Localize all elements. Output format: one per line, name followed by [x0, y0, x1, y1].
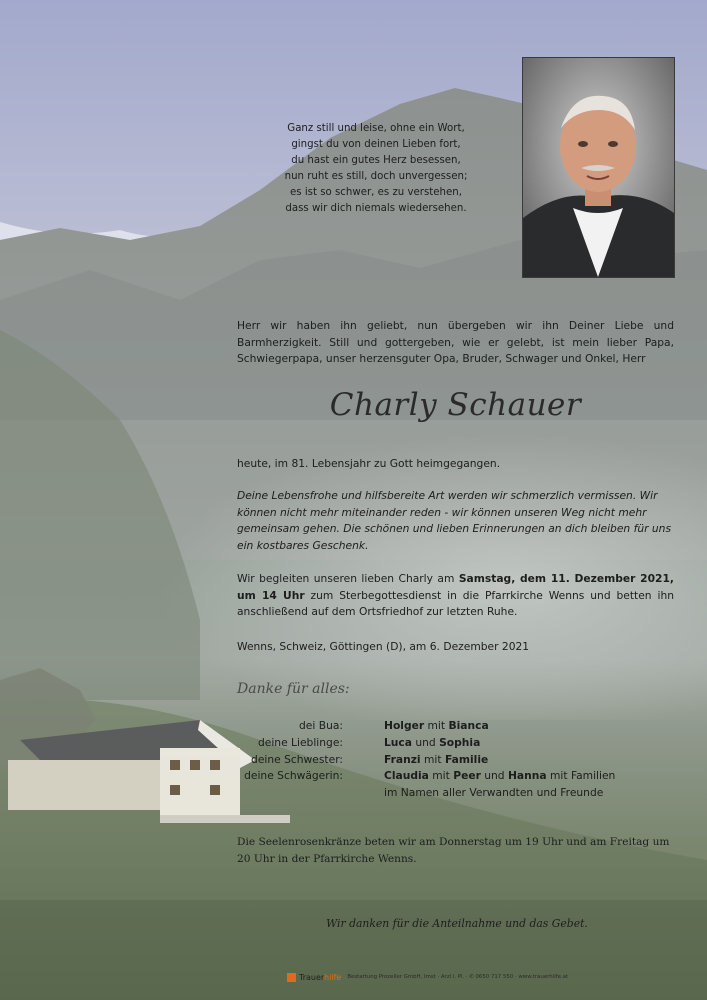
- poem-line: dass wir dich niemals wiedersehen.: [285, 203, 467, 214]
- poem-line: du hast ein gutes Herz besessen,: [291, 155, 461, 166]
- deceased-name: Charly Schauer: [329, 387, 582, 423]
- funeral-details: Wir begleiten unseren lieben Charly am Samstag, dem 11. Dezember 2021, um 14 Uhr zum Sterbegottesdienst in die Pfarrkirche Wenns und betten ihn anschließend auf dem Ortsfriedhof zur letzten Ruhe.: [237, 572, 674, 618]
- footer: [287, 970, 568, 984]
- trauerhilfe-logo-icon: [287, 973, 296, 982]
- mourner-relation: deine Schwester:: [251, 753, 343, 766]
- funeral-time: um 14 Uhr: [237, 588, 305, 602]
- mourner-names: Franzi mit Familie: [384, 753, 489, 766]
- closing-thanks: Wir danken für die Anteilnahme und das Gebet.: [326, 917, 588, 930]
- mourner-relation: deine Lieblinge:: [257, 736, 343, 749]
- thanks-heading: Danke für alles:: [237, 681, 350, 697]
- poem-line: nun ruht es still, doch unvergessen;: [284, 171, 468, 182]
- poem-line: gingst du von deinen Lieben fort,: [291, 139, 461, 150]
- mourner-names: Luca und Sophia: [384, 736, 481, 749]
- poem: [254, 121, 498, 217]
- mourner-names: Claudia mit Peer und Hanna mit Familien: [384, 769, 616, 782]
- poem-line: Ganz still und leise, ohne ein Wort,: [287, 123, 465, 134]
- footer-brand: Trauerhilfe: [299, 972, 342, 982]
- mourner-relation: dei Bua:: [299, 719, 343, 732]
- funeral-date: Samstag, dem 11. Dezember 2021,: [458, 572, 674, 585]
- mourners-extra: im Namen aller Verwandten und Freunde: [384, 786, 604, 799]
- lower-vignette: [0, 900, 707, 1000]
- portrait-illustration: [523, 58, 674, 277]
- remembrance-quote: Deine Lebensfrohe und hilfsbereite Art werden wir schmerzlich vermissen. Wir können nicht mehr miteinander reden - wir können unseren Weg nicht mehr gemeinsam gehen. Die schönen und lieben Erinnerungen an dich bleiben für uns ein kostbares Geschenk.: [237, 489, 672, 552]
- intro-paragraph: Herr wir haben ihn geliebt, nun übergeben wir ihn Deiner Liebe und Barmherzigkeit. Still und gottergeben, wie er gelebt, ist mein lieber Papa, Schwiegerpapa, unser herzensguter Opa, Bruder, Schwager und Onkel, Herr: [237, 319, 674, 365]
- footer-contact: Bestattung Prozeller GmbH, Imst · Arzl i. Pi. · ✆ 0650 717 550 · www.trauerhilfe.at: [347, 974, 569, 980]
- mourner-names: Holger mit Bianca: [384, 719, 489, 732]
- rosary-notice: Die Seelenrosenkränze beten wir am Donnerstag um 19 Uhr und am Freitag um 20 Uhr in der Pfarrkirche Wenns.: [237, 836, 670, 865]
- deceased-portrait-photo: [522, 57, 675, 278]
- passing-statement: heute, im 81. Lebensjahr zu Gott heimgegangen.: [237, 457, 501, 470]
- mourner-relation: deine Schwägerin:: [244, 769, 343, 782]
- poem-line: es ist so schwer, es zu verstehen,: [290, 187, 462, 198]
- place-and-date: Wenns, Schweiz, Göttingen (D), am 6. Dezember 2021: [237, 640, 530, 653]
